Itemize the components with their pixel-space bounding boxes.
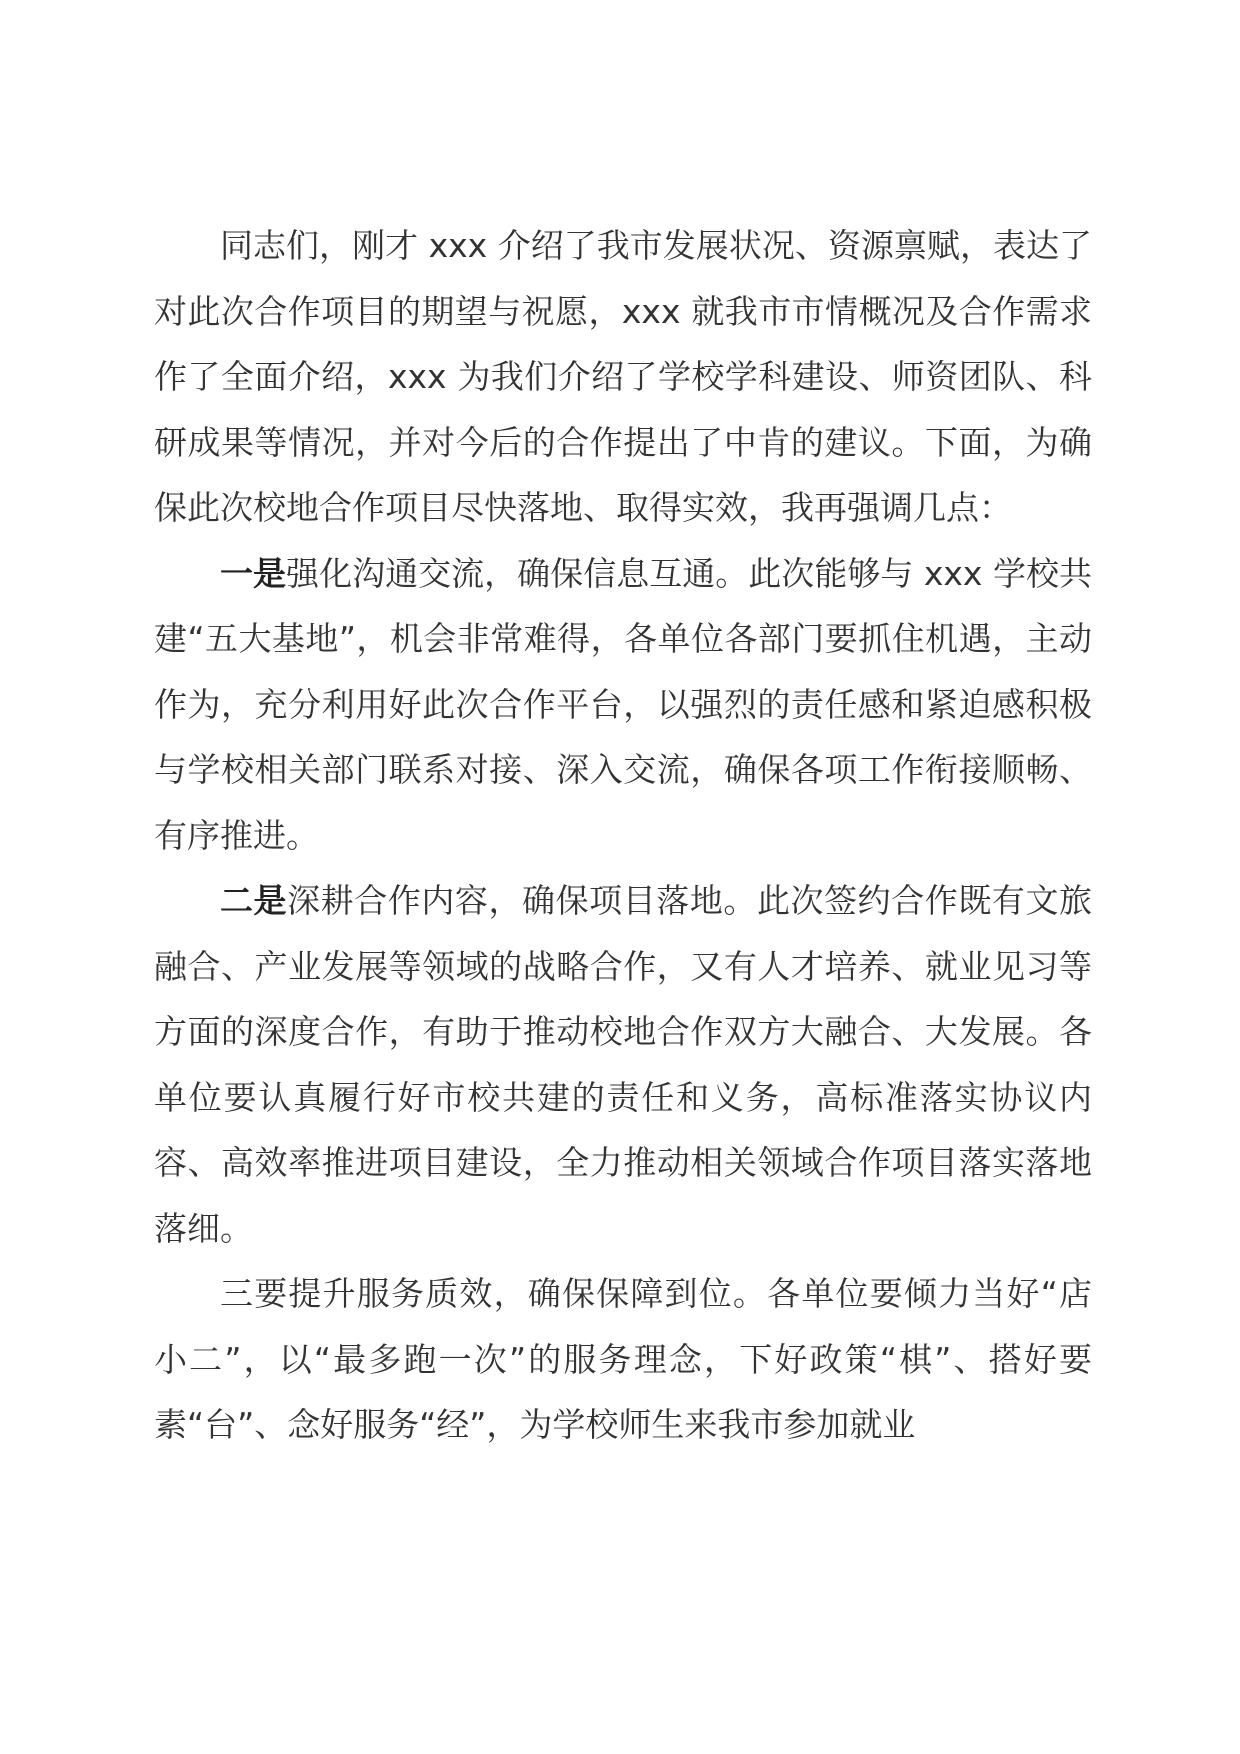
paragraph-point-two (154, 868, 1092, 1261)
paragraph-intro (154, 213, 1092, 541)
paragraph-text: 同志们，刚才 xxx 介绍了我市发展状况、资源禀赋，表达了对此次合作项目的期望与祝愿，xxx 就我市市情概况及合作需求作了全面介绍，xxx 为我们介绍了学校学科建设、师资团队、科研成果等情况，并对今后的合作提出了中肯的建议。下面，为确保此次校地合作项目尽快落地、取得实效，我再强调几点： (154, 226, 1092, 527)
paragraph-point-one (154, 541, 1092, 869)
paragraph-point-three (154, 1261, 1092, 1458)
paragraph-text: 强化沟通交流，确保信息互通。此次能够与 xxx 学校共建“五大基地”，机会非常难得，各单位各部门要抓住机遇，主动作为，充分利用好此次合作平台，以强烈的责任感和紧迫感积极与学校相关部门联系对接、深入交流，确保各项工作衔接顺畅、有序推进。 (154, 553, 1093, 855)
paragraph-lead: 一是 (220, 553, 287, 593)
paragraph-text: 三要提升服务质效，确保保障到位。各单位要倾力当好“店小二”，以“最多跑一次”的服务理念，下好政策“棋”、搭好要素“台”、念好服务“经”，为学校师生来我市参加就业 (154, 1274, 1092, 1444)
paragraph-lead: 二是 (220, 881, 288, 920)
document-body (154, 213, 1092, 1458)
paragraph-text: 深耕合作内容，确保项目落地。此次签约合作既有文旅融合、产业发展等领域的战略合作，又有人才培养、就业见习等方面的深度合作，有助于推动校地合作双方大融合、大发展。各单位要认真履行好市校共建的责任和义务，高标准落实协议内容、高效率推进项目建设，全力推动相关领域合作项目落实落地落细。 (154, 881, 1093, 1248)
